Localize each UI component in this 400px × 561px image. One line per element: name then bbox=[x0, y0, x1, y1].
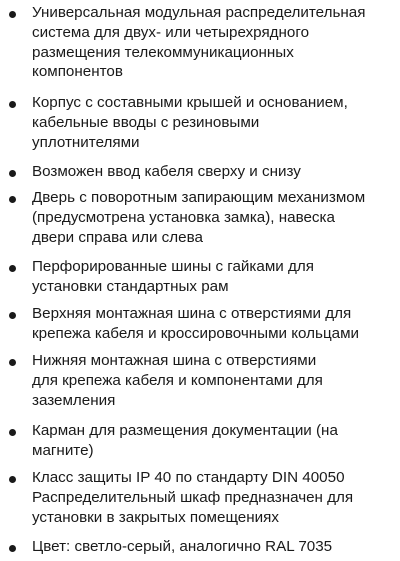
feature-text: Универсальная модульная распределительная система для двух- или четырехрядного размещения телекоммуникационных компонентов bbox=[32, 4, 366, 81]
bullet-icon bbox=[9, 312, 16, 319]
feature-text: Нижняя монтажная шина с отверстиями для крепежа кабеля и компонентами для заземления bbox=[32, 352, 323, 409]
bullet-icon bbox=[9, 359, 16, 366]
feature-text: Возможен ввод кабеля сверху и снизу bbox=[32, 163, 301, 180]
feature-text: Карман для размещения документации (на магните) bbox=[32, 422, 338, 459]
bullet-icon bbox=[9, 196, 16, 203]
bullet-icon bbox=[9, 11, 16, 18]
feature-text: Дверь с поворотным запирающим механизмом (предусмотрена установка замка), навеска двери справа или слева bbox=[32, 189, 366, 246]
bullet-icon bbox=[9, 265, 16, 272]
bullet-icon bbox=[9, 476, 16, 483]
feature-text: Перфорированные шины с гайками для установки стандартных рам bbox=[32, 258, 314, 295]
feature-text: Верхняя монтажная шина с отверстиями для крепежа кабеля и кроссировочными кольцами bbox=[32, 305, 360, 342]
bullet-icon bbox=[9, 545, 16, 552]
bullet-icon bbox=[9, 101, 16, 108]
feature-text: Цвет: светло-серый, аналогично RAL 7035 bbox=[32, 538, 333, 555]
feature-text: Класс защиты IP 40 по стандарту DIN 40050 Распределительный шкаф предназначен для установки в закрытых помещениях bbox=[32, 469, 354, 526]
bullet-icon bbox=[9, 429, 16, 436]
feature-text: Корпус с составными крышей и основанием, кабельные вводы с резиновыми уплотнителями bbox=[32, 94, 348, 151]
bullet-icon bbox=[9, 170, 16, 177]
